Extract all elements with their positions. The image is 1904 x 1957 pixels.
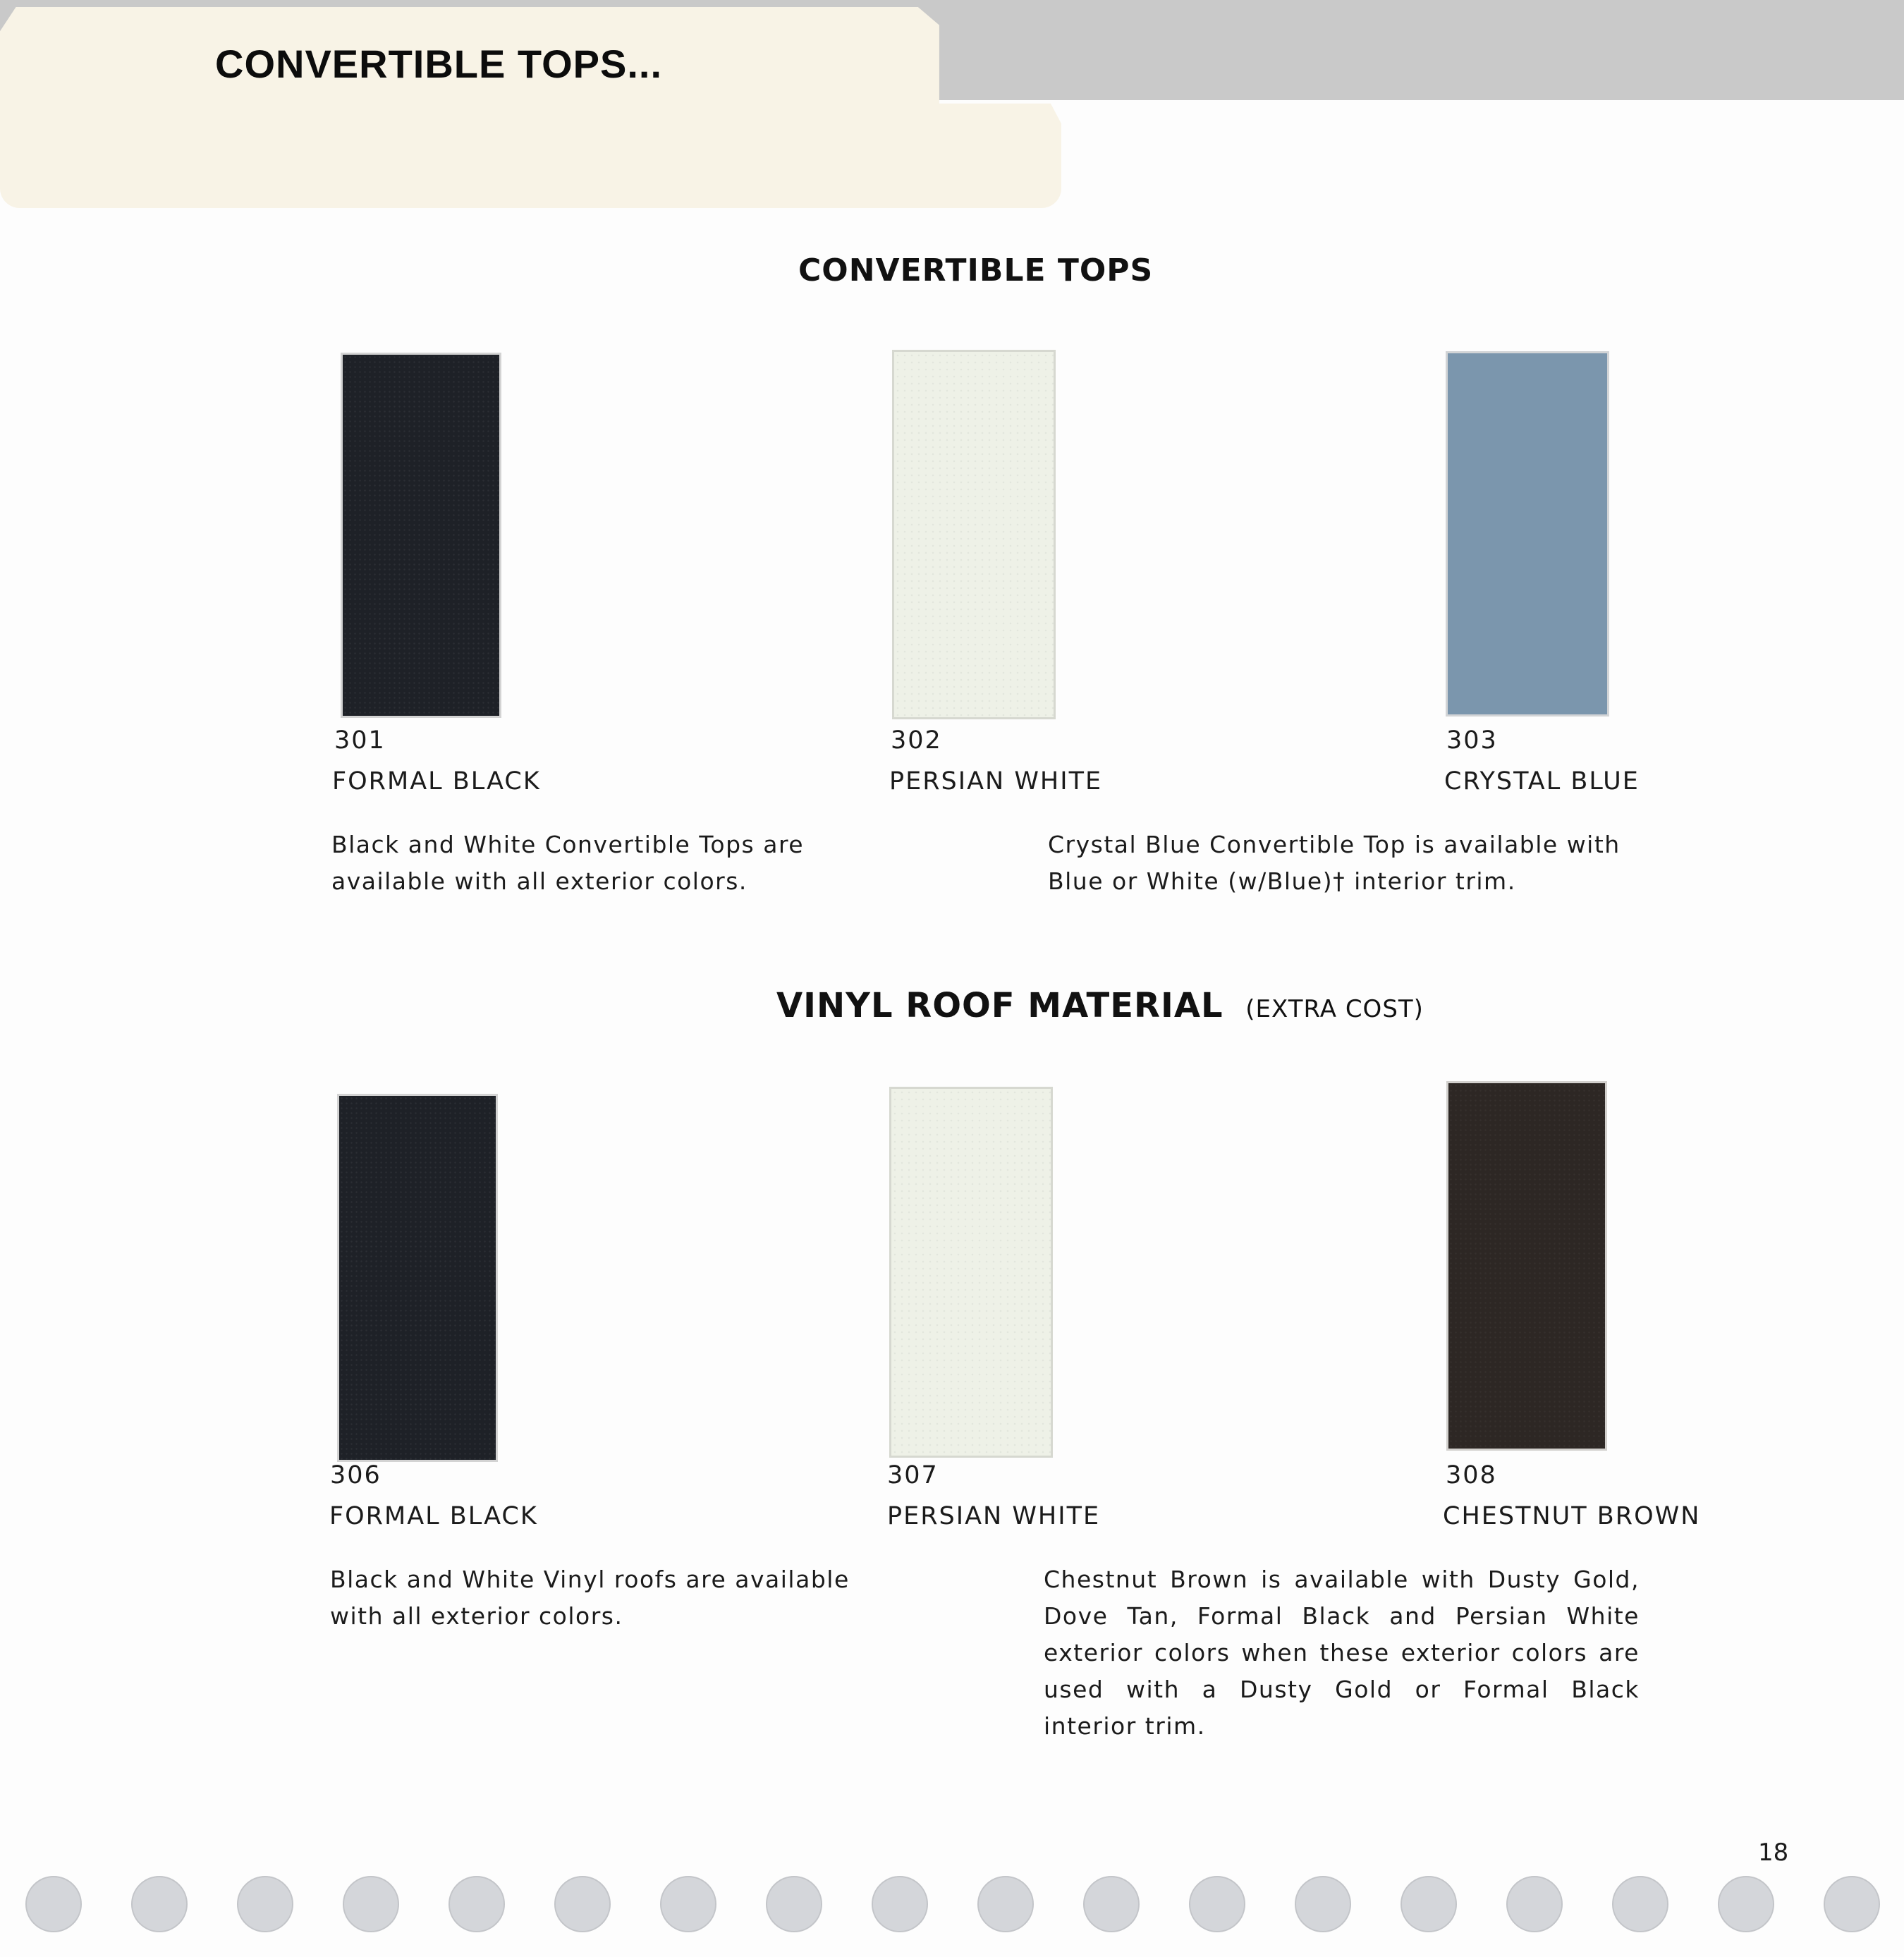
binder-hole xyxy=(1824,1876,1880,1932)
binder-hole xyxy=(25,1876,82,1932)
vinyl-subtitle: (EXTRA COST) xyxy=(1245,995,1424,1023)
binder-hole xyxy=(1718,1876,1774,1932)
convertible-section-title: CONVERTIBLE TOPS xyxy=(798,252,1154,288)
binder-hole xyxy=(766,1876,822,1932)
binder-hole xyxy=(1400,1876,1457,1932)
swatch-302-persian-white xyxy=(892,350,1056,719)
swatch-303-crystal-blue xyxy=(1446,351,1609,717)
convertible-note-left: Black and White Convertible Tops are available with all exterior colors. xyxy=(331,831,805,895)
header-tab xyxy=(0,7,1061,208)
binder-hole xyxy=(977,1876,1034,1932)
binder-hole xyxy=(1612,1876,1668,1932)
binder-hole xyxy=(554,1876,611,1932)
swatch-code: 308 xyxy=(1446,1461,1497,1489)
binder-hole xyxy=(872,1876,928,1932)
binder-hole xyxy=(1083,1876,1140,1932)
swatch-name: FORMAL BLACK xyxy=(329,1502,538,1530)
swatch-name: FORMAL BLACK xyxy=(332,767,541,795)
swatch-name: CRYSTAL BLUE xyxy=(1444,767,1640,795)
swatch-name: CHESTNUT BROWN xyxy=(1443,1502,1701,1530)
swatch-code: 306 xyxy=(330,1461,382,1489)
swatch-307-persian-white xyxy=(889,1087,1053,1458)
binder-hole xyxy=(660,1876,716,1932)
binder-hole xyxy=(131,1876,188,1932)
binder-hole xyxy=(1189,1876,1245,1932)
page-number: 18 xyxy=(1758,1839,1789,1867)
swatch-code: 301 xyxy=(334,726,386,755)
swatch-code: 302 xyxy=(891,726,942,755)
vinyl-note-right: Chestnut Brown is available with Dusty Gold, Dove Tan, Formal Black and Persian White exterior colors when these exterior colors are used with a Dusty Gold or Formal Black interior trim. xyxy=(1044,1566,1640,1740)
vinyl-section-title xyxy=(776,986,1424,1025)
swatch-306-formal-black xyxy=(337,1094,498,1462)
binder-hole xyxy=(1506,1876,1563,1932)
vinyl-title-text: VINYL ROOF MATERIAL xyxy=(776,986,1223,1025)
swatch-name: PERSIAN WHITE xyxy=(887,1502,1101,1530)
binder-hole xyxy=(237,1876,293,1932)
vinyl-note-left: Black and White Vinyl roofs are available with all exterior colors. xyxy=(330,1566,850,1630)
binder-hole xyxy=(343,1876,399,1932)
swatch-code: 303 xyxy=(1446,726,1498,755)
tab-title: CONVERTIBLE TOPS... xyxy=(215,42,663,86)
swatch-code: 307 xyxy=(887,1461,939,1489)
binder-hole xyxy=(448,1876,505,1932)
swatch-308-chestnut-brown xyxy=(1446,1081,1607,1451)
swatch-name: PERSIAN WHITE xyxy=(889,767,1103,795)
swatch-301-formal-black xyxy=(341,353,501,718)
binder-hole xyxy=(1295,1876,1351,1932)
header-divider xyxy=(1061,100,1904,208)
convertible-note-right: Crystal Blue Convertible Top is available with Blue or White (w/Blue)† interior trim. xyxy=(1048,831,1621,895)
